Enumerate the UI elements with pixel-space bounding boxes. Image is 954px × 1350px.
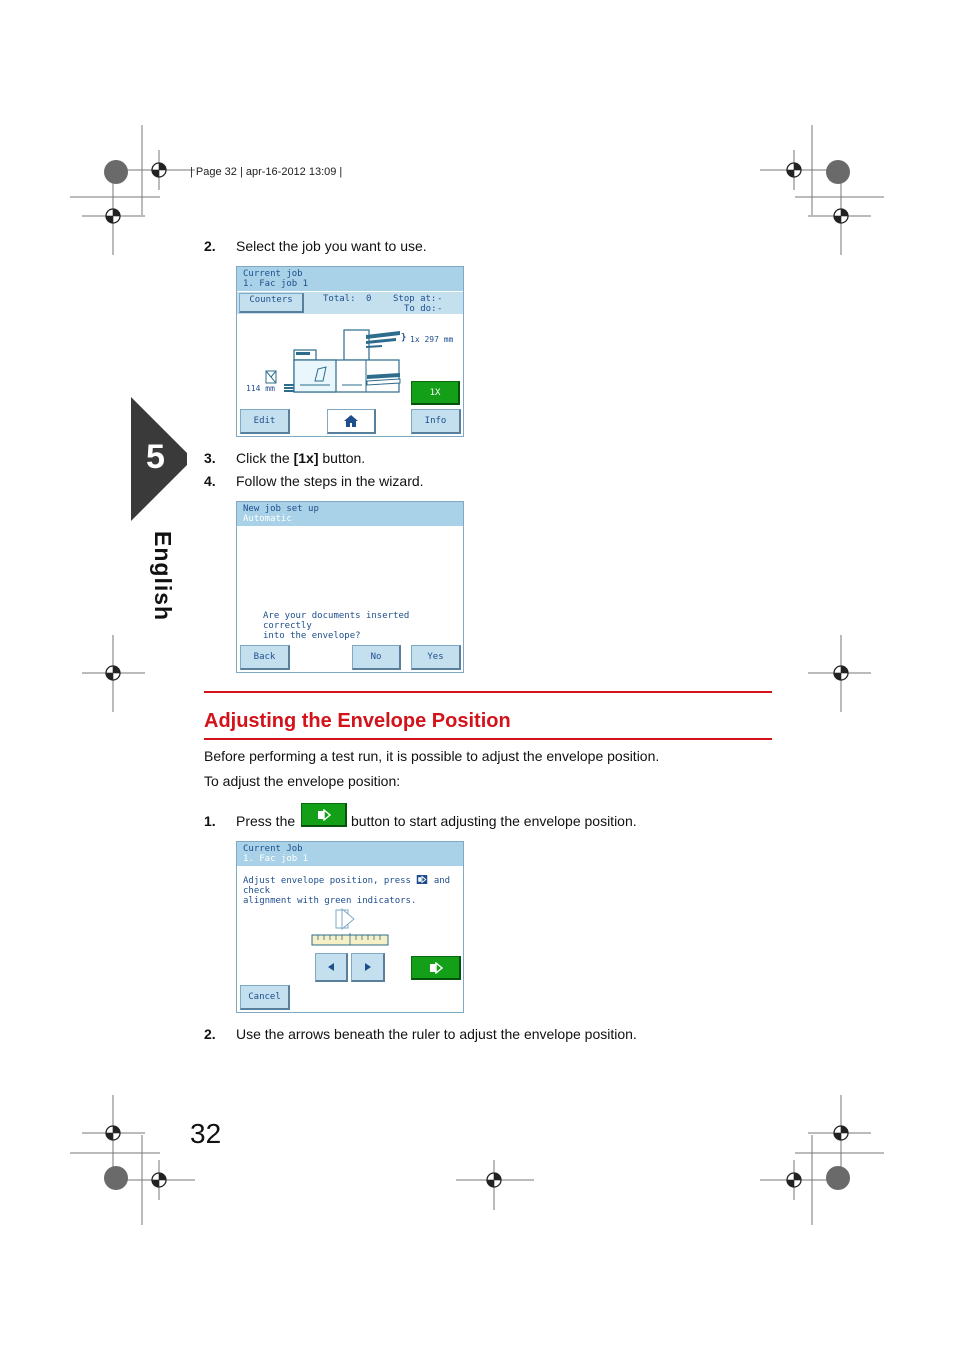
1x-label: 1X <box>429 387 441 398</box>
back-button[interactable] <box>240 645 290 670</box>
no-label: No <box>370 652 382 662</box>
1x-button[interactable] <box>411 381 460 405</box>
header-title: New job set up <box>243 504 319 514</box>
no-button[interactable] <box>352 645 401 670</box>
envelope-outline-icon <box>334 908 360 930</box>
header-subtitle: 1. Fac job 1 <box>243 854 309 864</box>
step-text: Follow the steps in the wizard. <box>236 473 424 489</box>
info-button[interactable] <box>411 409 461 434</box>
step-text-bold: [1x] <box>293 450 319 466</box>
header-title: Current job <box>243 269 303 279</box>
step-number: 1. <box>204 813 216 829</box>
adjust-envelope-button-inline <box>301 803 347 827</box>
step-text-after: button. <box>318 450 366 466</box>
step-number: 2. <box>204 1026 216 1042</box>
question-line: into the envelope? <box>263 631 361 641</box>
screen-adjust-envelope <box>236 841 464 1013</box>
step-text-after: button to start adjusting the envelope position. <box>351 813 637 829</box>
stop-at-value: - <box>437 294 443 304</box>
inserter-machine-icon <box>282 325 407 395</box>
yes-label: Yes <box>427 652 444 662</box>
wizard-question <box>263 611 463 641</box>
header-subtitle: Automatic <box>243 514 292 524</box>
step-text: Use the arrows beneath the ruler to adjust the envelope position. <box>236 1026 637 1042</box>
ruler <box>311 932 389 948</box>
step-text <box>236 450 365 466</box>
instruction-text: and check <box>243 876 451 896</box>
instruction-text: Adjust envelope position, press <box>243 876 411 886</box>
arrow-right-icon <box>363 962 373 972</box>
total-label: Total: <box>323 294 356 304</box>
step-text-before: Press the <box>236 813 296 829</box>
envelope-adjust-icon <box>429 962 443 974</box>
arrow-right-button[interactable] <box>351 953 385 982</box>
to-do-label: To do: <box>404 304 437 314</box>
arrow-left-button[interactable] <box>315 953 348 982</box>
step-text-before: Click the <box>236 450 294 466</box>
cancel-label: Cancel <box>248 992 281 1002</box>
section-paragraph: Before performing a test run, it is possible to adjust the envelope position. <box>204 748 660 764</box>
section-rule-top <box>204 691 772 693</box>
header-subtitle: 1. Fac job 1 <box>243 279 309 289</box>
section-title: Adjusting the Envelope Position <box>204 710 511 732</box>
header-title: Current Job <box>243 844 303 854</box>
envelope-adjust-icon <box>317 809 331 821</box>
screen-header <box>237 842 463 866</box>
brace-icon: } <box>401 333 407 343</box>
screen-new-job-setup <box>236 501 464 673</box>
counters-button[interactable] <box>239 293 304 313</box>
section-rule-bottom <box>204 738 772 740</box>
print-slug: | Page 32 | apr-16-2012 13:09 | <box>190 166 343 178</box>
chapter-language: English <box>150 531 176 622</box>
instruction-text: alignment with green indicators. <box>243 896 417 906</box>
question-line: Are your documents inserted correctly <box>263 611 410 631</box>
step-number: 3. <box>204 450 216 466</box>
info-label: Info <box>424 416 447 426</box>
dim-right: 1x 297 mm <box>410 335 454 344</box>
envelope-adjust-icon <box>416 875 428 884</box>
counters-label: Counters <box>249 294 293 305</box>
dim-left: 114 mm <box>246 384 275 393</box>
to-do-value: - <box>437 304 443 314</box>
screen-header <box>237 502 463 526</box>
adjust-envelope-button[interactable] <box>411 956 461 980</box>
screen-header <box>237 267 463 291</box>
adjust-instructions <box>243 875 463 906</box>
stop-at-label: Stop at: <box>393 294 437 304</box>
home-button[interactable] <box>327 409 376 434</box>
total-value: 0 <box>366 294 372 304</box>
page-number: 32 <box>190 1118 222 1149</box>
home-icon <box>343 414 359 428</box>
step-number: 4. <box>204 473 216 489</box>
document-icon <box>265 370 277 384</box>
cancel-button[interactable] <box>240 985 290 1010</box>
screen-current-job <box>236 266 464 437</box>
back-label: Back <box>253 652 276 662</box>
chapter-number: 5 <box>146 438 165 476</box>
step-number: 2. <box>204 238 216 254</box>
yes-button[interactable] <box>411 645 461 670</box>
edit-button[interactable] <box>240 409 290 434</box>
section-paragraph: To adjust the envelope position: <box>204 773 401 789</box>
step-text: Select the job you want to use. <box>236 238 427 254</box>
arrow-left-icon <box>326 962 336 972</box>
edit-label: Edit <box>253 416 276 426</box>
